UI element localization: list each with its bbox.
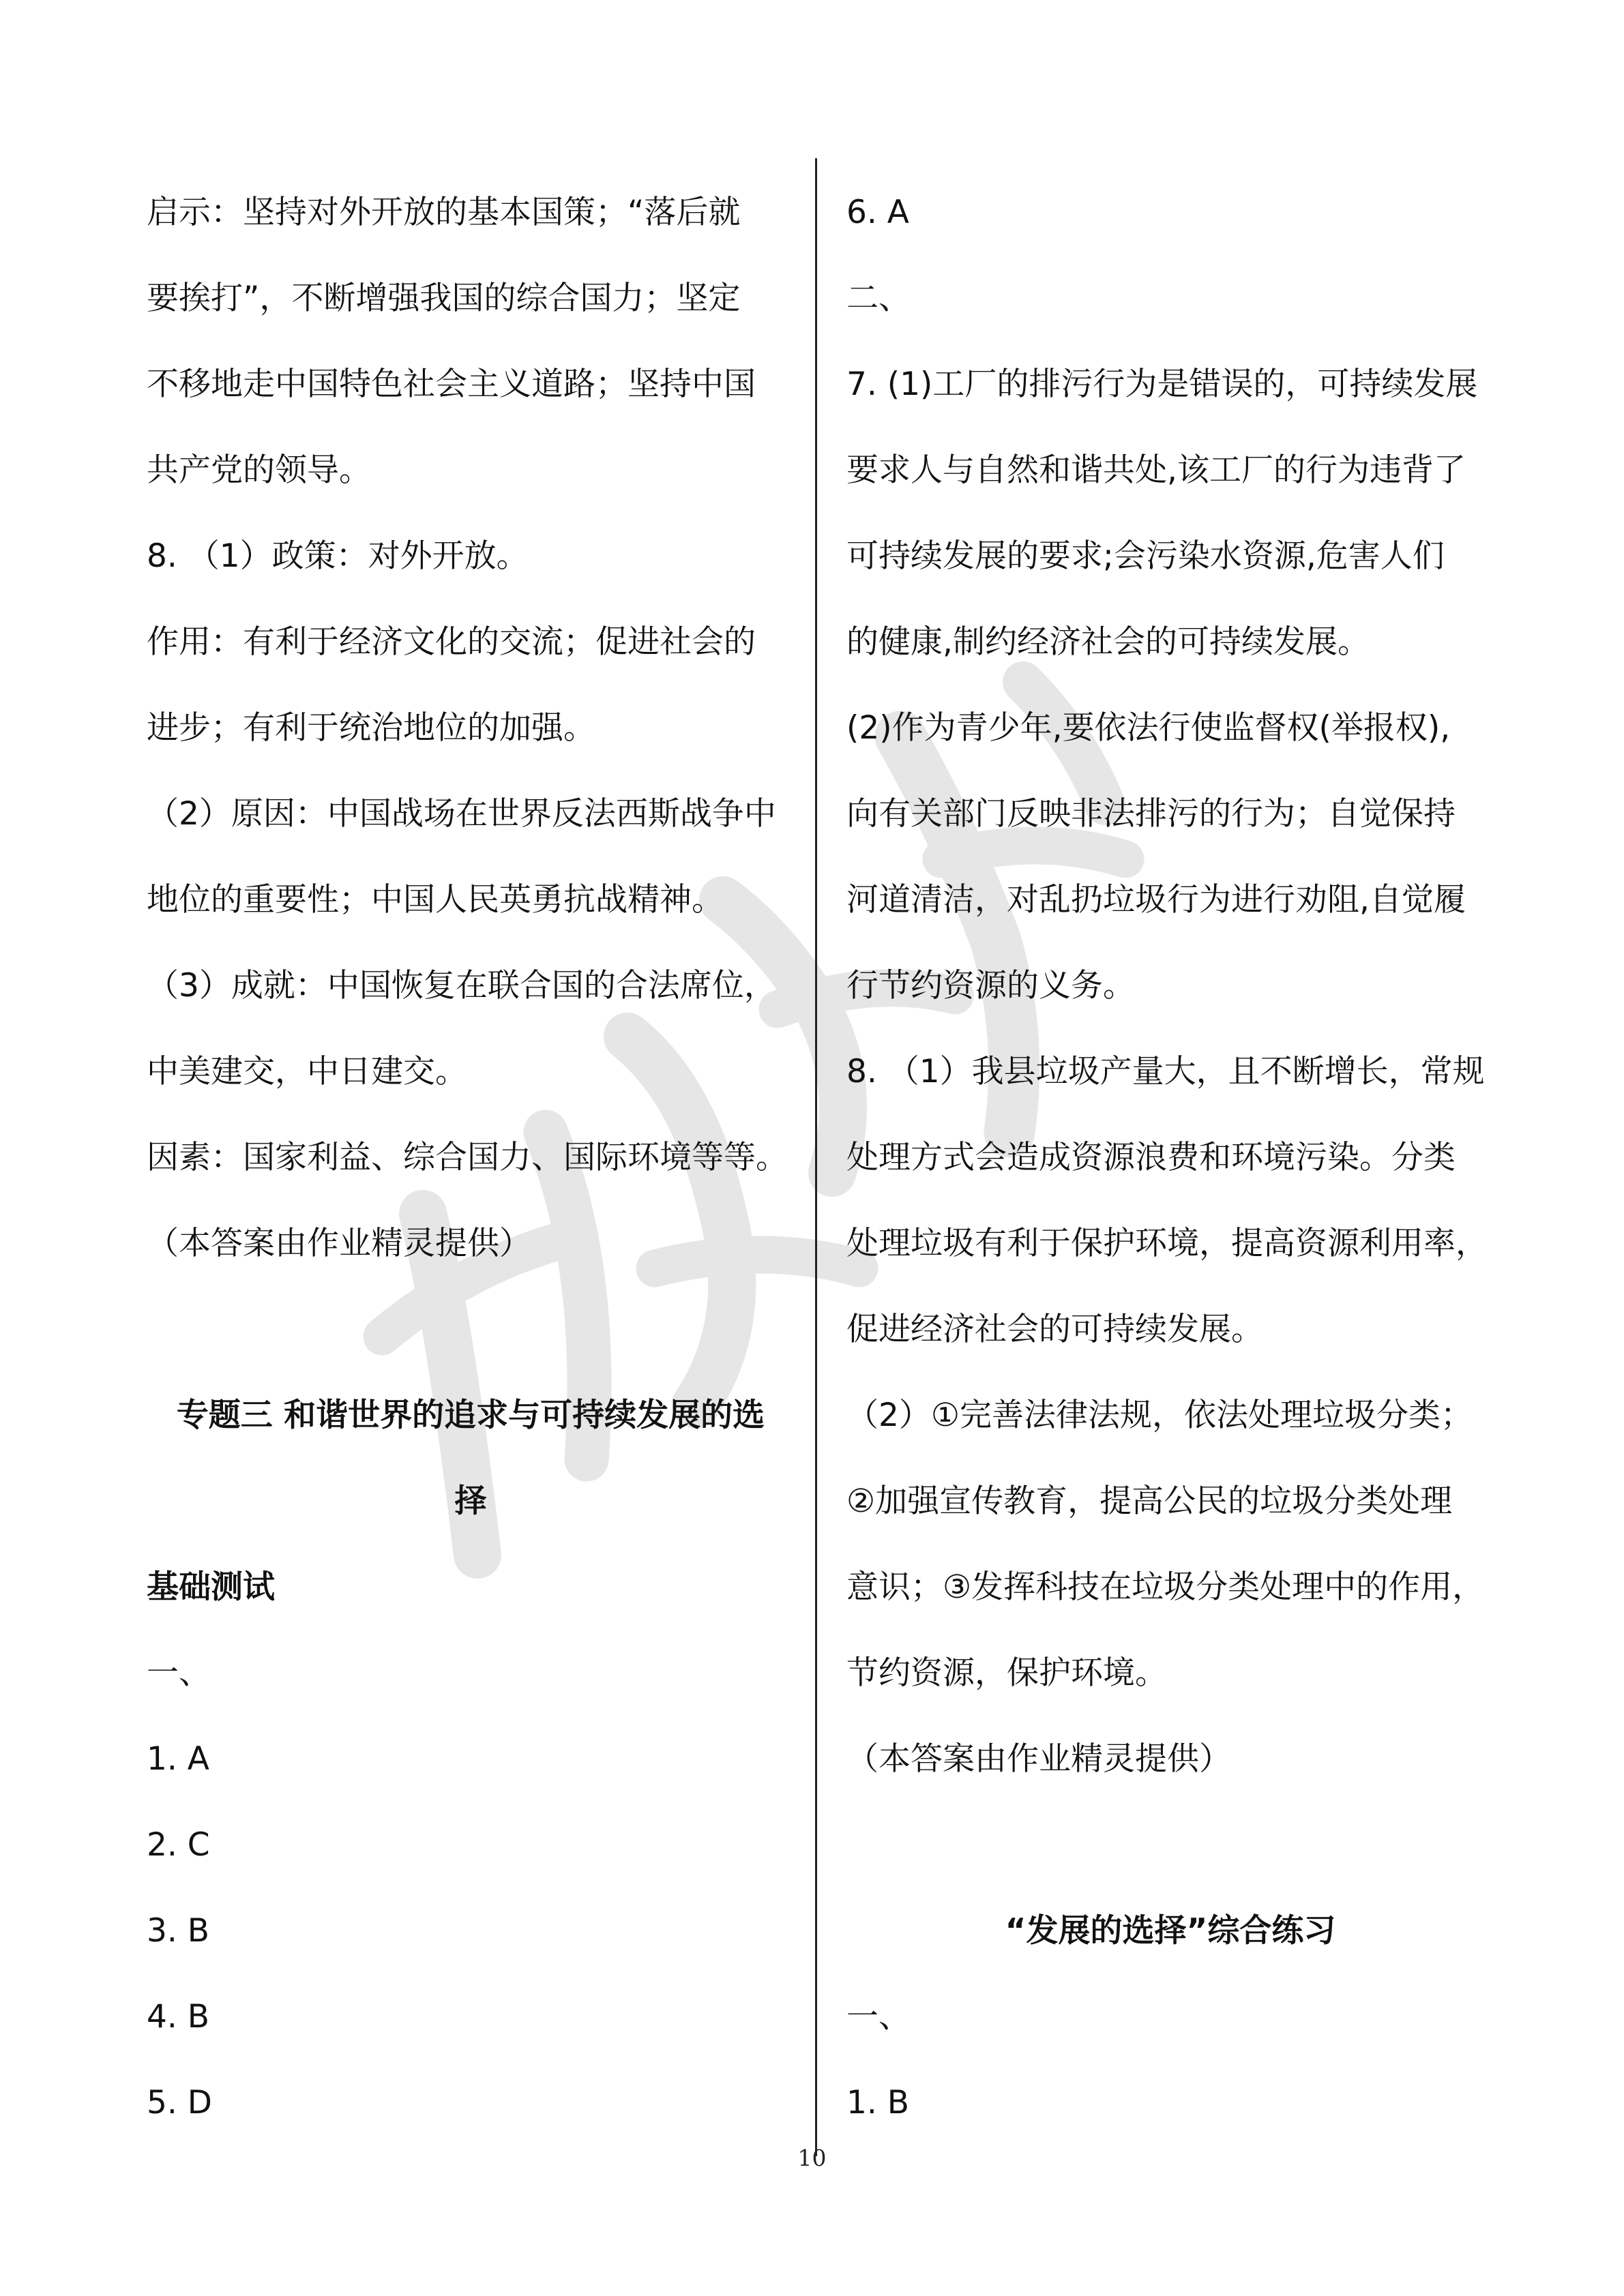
answer-item: 1. A [147,1740,209,1778]
text-line: 中美建交，中日建交。 [147,1053,467,1090]
text-line: 进步；有利于统治地位的加强。 [147,709,595,747]
section-title-continued: 择 [454,1482,487,1520]
text-line: 要挨打”，不断增强我国的综合国力；坚定 [147,280,741,317]
text-line: (2)作为青少年,要依法行使监督权(举报权), [846,709,1451,747]
part-marker: 二、 [846,280,911,317]
column-divider [815,158,817,2156]
text-line: 可持续发展的要求;会污染水资源,危害人们 [846,537,1445,575]
text-line: 启示：坚持对外开放的基本国策；“落后就 [147,194,741,231]
text-line: 促进经济社会的可持续发展。 [846,1311,1263,1348]
answer-item: 1. B [846,2084,910,2121]
blank-line [846,1802,1494,1888]
text-line: （3）成就：中国恢复在联合国的合法席位， [147,967,776,1004]
text-line: 要求人与自然和谐共处,该工厂的行为违背了 [846,451,1466,489]
question-8-policy: 8. （1）政策：对外开放。 [147,537,529,575]
answer-item: 3. B [147,1912,210,1950]
part-marker: 一、 [147,1654,211,1692]
text-line: 作用：有利于经济文化的交流；促进社会的 [147,623,756,661]
answer-source-note: （本答案由作业精灵提供） [846,1740,1231,1778]
blank-line [147,1287,795,1373]
page-number: 10 [797,2145,827,2171]
subsection-heading: 基础测试 [147,1568,275,1606]
answer-source-note: （本答案由作业精灵提供） [147,1225,531,1262]
text-line: 地位的重要性；中国人民英勇抗战精神。 [147,881,724,919]
text-line: 8. （1）我县垃圾产量大，且不断增长，常规 [846,1053,1485,1090]
text-line: 共产党的领导。 [147,451,371,489]
text-line: （2）①完善法律法规，依法处理垃圾分类； [846,1397,1473,1434]
answer-item: 4. B [147,1998,210,2036]
text-line: 节约资源，保护环境。 [846,1654,1167,1692]
text-line: （2）原因：中国战场在世界反法西斯战争中 [147,795,776,833]
text-line: 因素：国家利益、综合国力、国际环境等等。 [147,1139,788,1176]
text-line: 向有关部门反映非法排污的行为；自觉保持 [846,795,1456,833]
part-marker: 一、 [846,1998,911,2036]
text-line: 行节约资源的义务。 [846,967,1135,1004]
answer-item: 6. A [846,194,909,231]
answer-item: 5. D [147,2084,212,2121]
text-line: ②加强宣传教育，提高公民的垃圾分类处理 [846,1482,1453,1520]
left-column [147,170,795,2146]
text-line: 处理垃圾有利于保护环境，提高资源利用率， [846,1225,1488,1262]
answer-item: 2. C [147,1826,210,1864]
text-line: 河道清洁，对乱扔垃圾行为进行劝阻,自觉履 [846,881,1466,919]
right-column [846,170,1494,2146]
section-title: “发展的选择”综合练习 [1005,1912,1336,1950]
text-line: 不移地走中国特色社会主义道路；坚持中国 [147,366,756,403]
text-line: 7. (1)工厂的排污行为是错误的，可持续发展 [846,366,1478,403]
text-line: 的健康,制约经济社会的可持续发展。 [846,623,1370,661]
text-line: 处理方式会造成资源浪费和环境污染。分类 [846,1139,1456,1176]
text-line: 意识；③发挥科技在垃圾分类处理中的作用， [846,1568,1485,1606]
section-title: 专题三 和谐世界的追求与可持续发展的选 [176,1397,765,1434]
